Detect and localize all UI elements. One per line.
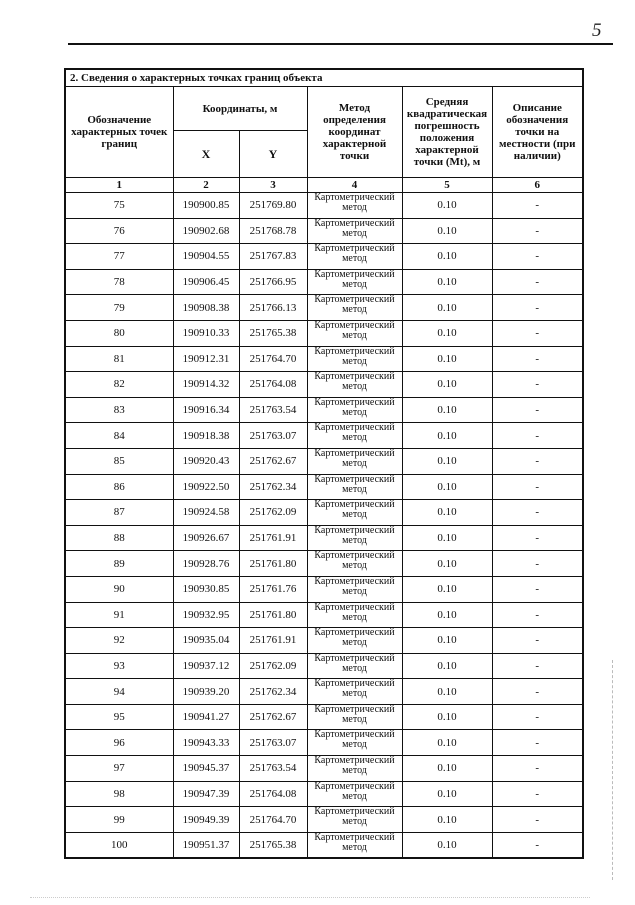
method-line-2: метод <box>342 688 367 700</box>
method-line-1: Картометрический <box>314 345 395 357</box>
method-line-1: Картометрический <box>314 473 395 485</box>
table-row <box>65 525 583 551</box>
method-line-1: Картометрический <box>314 627 395 639</box>
error-cell: 0.10 <box>402 500 492 526</box>
method-line-1: Картометрический <box>314 422 395 434</box>
error-cell: 0.10 <box>402 218 492 244</box>
x-coordinate-cell: 190935.04 <box>173 628 239 654</box>
x-coordinate-cell: 190922.50 <box>173 474 239 500</box>
method-cell <box>307 269 402 295</box>
point-cell: 78 <box>65 269 173 295</box>
point-cell: 91 <box>65 602 173 628</box>
point-cell: 80 <box>65 320 173 346</box>
point-cell: 93 <box>65 653 173 679</box>
point-cell: 84 <box>65 423 173 449</box>
x-coordinate-cell: 190941.27 <box>173 704 239 730</box>
method-cell <box>307 448 402 474</box>
description-cell: - <box>492 807 583 833</box>
method-line-2: метод <box>342 406 367 418</box>
error-cell: 0.10 <box>402 423 492 449</box>
error-cell: 0.10 <box>402 576 492 602</box>
error-cell: 0.10 <box>402 295 492 321</box>
x-coordinate-cell: 190951.37 <box>173 832 239 858</box>
point-cell: 95 <box>65 704 173 730</box>
method-cell <box>307 295 402 321</box>
method-cell <box>307 423 402 449</box>
point-cell: 77 <box>65 244 173 270</box>
table-row <box>65 500 583 526</box>
x-coordinate-cell: 190949.39 <box>173 807 239 833</box>
method-cell <box>307 832 402 858</box>
x-coordinate-cell: 190904.55 <box>173 244 239 270</box>
table-row <box>65 346 583 372</box>
point-cell: 96 <box>65 730 173 756</box>
method-cell <box>307 372 402 398</box>
method-line-1: Картометрический <box>314 678 395 690</box>
header-method: Метод определения координат характерной точки <box>307 87 402 178</box>
method-line-1: Картометрический <box>314 396 395 408</box>
header-x: X <box>173 131 239 178</box>
error-cell: 0.10 <box>402 832 492 858</box>
x-coordinate-cell: 190943.33 <box>173 730 239 756</box>
boundary-points-table <box>64 68 584 859</box>
method-line-2: метод <box>342 790 367 802</box>
point-cell: 81 <box>65 346 173 372</box>
method-line-1: Картометрический <box>314 806 395 818</box>
x-coordinate-cell: 190902.68 <box>173 218 239 244</box>
description-cell: - <box>492 474 583 500</box>
method-line-1: Картометрический <box>314 371 395 383</box>
method-cell <box>307 653 402 679</box>
table-row <box>65 781 583 807</box>
y-coordinate-cell: 251764.70 <box>239 807 307 833</box>
description-cell: - <box>492 193 583 219</box>
error-cell: 0.10 <box>402 320 492 346</box>
method-line-1: Картометрический <box>314 499 395 511</box>
point-cell: 97 <box>65 756 173 782</box>
description-cell: - <box>492 372 583 398</box>
y-coordinate-cell: 251769.80 <box>239 193 307 219</box>
table-row <box>65 756 583 782</box>
method-line-1: Картометрический <box>314 703 395 715</box>
method-line-2: метод <box>342 739 367 751</box>
description-cell: - <box>492 602 583 628</box>
column-number: 1 <box>65 178 173 193</box>
error-cell: 0.10 <box>402 781 492 807</box>
description-cell: - <box>492 704 583 730</box>
description-cell: - <box>492 295 583 321</box>
point-cell: 94 <box>65 679 173 705</box>
method-line-1: Картометрический <box>314 192 395 203</box>
y-coordinate-cell: 251762.09 <box>239 653 307 679</box>
method-cell <box>307 320 402 346</box>
error-cell: 0.10 <box>402 704 492 730</box>
column-number: 4 <box>307 178 402 193</box>
method-line-2: метод <box>342 253 367 265</box>
method-line-2: метод <box>342 457 367 469</box>
section-title: 2. Сведения о характерных точках границ объекта <box>65 69 583 87</box>
description-cell: - <box>492 756 583 782</box>
x-coordinate-cell: 190918.38 <box>173 423 239 449</box>
point-cell: 88 <box>65 525 173 551</box>
table-row <box>65 244 583 270</box>
description-cell: - <box>492 832 583 858</box>
method-cell <box>307 397 402 423</box>
table-row <box>65 474 583 500</box>
table-row <box>65 193 583 219</box>
method-line-2: метод <box>342 304 367 316</box>
error-cell: 0.10 <box>402 602 492 628</box>
description-cell: - <box>492 628 583 654</box>
method-line-1: Картометрический <box>314 268 395 280</box>
error-cell: 0.10 <box>402 193 492 219</box>
x-coordinate-cell: 190928.76 <box>173 551 239 577</box>
method-line-2: метод <box>342 509 367 521</box>
table-row <box>65 730 583 756</box>
point-cell: 83 <box>65 397 173 423</box>
table-row <box>65 295 583 321</box>
description-cell: - <box>492 448 583 474</box>
method-line-2: метод <box>342 662 367 674</box>
point-cell: 75 <box>65 193 173 219</box>
method-cell <box>307 244 402 270</box>
table-row <box>65 423 583 449</box>
y-coordinate-cell: 251765.38 <box>239 320 307 346</box>
method-line-1: Картометрический <box>314 294 395 306</box>
y-coordinate-cell: 251762.34 <box>239 679 307 705</box>
method-line-1: Картометрический <box>314 729 395 741</box>
x-coordinate-cell: 190906.45 <box>173 269 239 295</box>
description-cell: - <box>492 320 583 346</box>
table-row <box>65 269 583 295</box>
method-line-2: метод <box>342 381 367 393</box>
x-coordinate-cell: 190945.37 <box>173 756 239 782</box>
description-cell: - <box>492 218 583 244</box>
scan-bottom-mark <box>30 897 590 900</box>
description-cell: - <box>492 653 583 679</box>
error-cell: 0.10 <box>402 244 492 270</box>
table-row <box>65 679 583 705</box>
x-coordinate-cell: 190937.12 <box>173 653 239 679</box>
error-cell: 0.10 <box>402 551 492 577</box>
y-coordinate-cell: 251763.07 <box>239 730 307 756</box>
method-line-2: метод <box>342 278 367 290</box>
column-number: 5 <box>402 178 492 193</box>
x-coordinate-cell: 190920.43 <box>173 448 239 474</box>
method-line-1: Картометрический <box>314 755 395 767</box>
method-cell <box>307 500 402 526</box>
description-cell: - <box>492 346 583 372</box>
table-row <box>65 372 583 398</box>
method-line-2: метод <box>342 585 367 597</box>
point-cell: 100 <box>65 832 173 858</box>
error-cell: 0.10 <box>402 397 492 423</box>
method-cell <box>307 576 402 602</box>
method-cell <box>307 730 402 756</box>
method-line-1: Картометрический <box>314 601 395 613</box>
method-line-2: метод <box>342 227 367 239</box>
method-line-1: Картометрический <box>314 319 395 331</box>
method-line-2: метод <box>342 534 367 546</box>
x-coordinate-cell: 190939.20 <box>173 679 239 705</box>
table-row <box>65 448 583 474</box>
error-cell: 0.10 <box>402 807 492 833</box>
y-coordinate-cell: 251762.34 <box>239 474 307 500</box>
y-coordinate-cell: 251764.08 <box>239 372 307 398</box>
y-coordinate-cell: 251763.07 <box>239 423 307 449</box>
description-cell: - <box>492 397 583 423</box>
table-row <box>65 218 583 244</box>
column-number: 6 <box>492 178 583 193</box>
method-cell <box>307 346 402 372</box>
description-cell: - <box>492 269 583 295</box>
x-coordinate-cell: 190900.85 <box>173 193 239 219</box>
header-rule <box>68 43 613 45</box>
method-line-2: метод <box>342 765 367 777</box>
point-cell: 99 <box>65 807 173 833</box>
table-row <box>65 397 583 423</box>
table-row <box>65 576 583 602</box>
method-line-2: метод <box>342 202 367 213</box>
table-row <box>65 602 583 628</box>
description-cell: - <box>492 551 583 577</box>
header-description: Описание обозначения точки на местности (при наличии) <box>492 87 583 178</box>
method-cell <box>307 704 402 730</box>
y-coordinate-cell: 251764.70 <box>239 346 307 372</box>
description-cell: - <box>492 730 583 756</box>
column-number: 2 <box>173 178 239 193</box>
y-coordinate-cell: 251761.76 <box>239 576 307 602</box>
method-line-2: метод <box>342 637 367 649</box>
column-number: 3 <box>239 178 307 193</box>
table-row <box>65 653 583 679</box>
error-cell: 0.10 <box>402 628 492 654</box>
error-cell: 0.10 <box>402 474 492 500</box>
error-cell: 0.10 <box>402 730 492 756</box>
method-line-1: Картометрический <box>314 652 395 664</box>
method-line-2: метод <box>342 713 367 725</box>
description-cell: - <box>492 500 583 526</box>
method-cell <box>307 218 402 244</box>
method-line-2: метод <box>342 560 367 572</box>
header-y: Y <box>239 131 307 178</box>
header-coordinates: Координаты, м <box>173 87 307 131</box>
y-coordinate-cell: 251767.83 <box>239 244 307 270</box>
description-cell: - <box>492 423 583 449</box>
page-number: 5 <box>592 20 602 41</box>
method-line-2: метод <box>342 329 367 341</box>
point-cell: 85 <box>65 448 173 474</box>
error-cell: 0.10 <box>402 346 492 372</box>
method-cell <box>307 679 402 705</box>
table-row <box>65 807 583 833</box>
x-coordinate-cell: 190916.34 <box>173 397 239 423</box>
error-cell: 0.10 <box>402 448 492 474</box>
x-coordinate-cell: 190910.33 <box>173 320 239 346</box>
method-cell <box>307 525 402 551</box>
table-row <box>65 832 583 858</box>
point-cell: 89 <box>65 551 173 577</box>
x-coordinate-cell: 190930.85 <box>173 576 239 602</box>
y-coordinate-cell: 251765.38 <box>239 832 307 858</box>
point-cell: 98 <box>65 781 173 807</box>
method-line-1: Картометрический <box>314 780 395 792</box>
method-cell <box>307 602 402 628</box>
method-line-2: метод <box>342 432 367 444</box>
table-row <box>65 551 583 577</box>
point-cell: 90 <box>65 576 173 602</box>
point-cell: 87 <box>65 500 173 526</box>
y-coordinate-cell: 251763.54 <box>239 397 307 423</box>
y-coordinate-cell: 251761.91 <box>239 525 307 551</box>
y-coordinate-cell: 251766.13 <box>239 295 307 321</box>
method-line-1: Картометрический <box>314 447 395 459</box>
method-line-1: Картометрический <box>314 243 395 255</box>
description-cell: - <box>492 576 583 602</box>
y-coordinate-cell: 251766.95 <box>239 269 307 295</box>
x-coordinate-cell: 190912.31 <box>173 346 239 372</box>
error-cell: 0.10 <box>402 372 492 398</box>
method-cell <box>307 756 402 782</box>
method-line-2: метод <box>342 611 367 623</box>
method-line-1: Картометрический <box>314 575 395 587</box>
x-coordinate-cell: 190914.32 <box>173 372 239 398</box>
y-coordinate-cell: 251761.80 <box>239 551 307 577</box>
y-coordinate-cell: 251768.78 <box>239 218 307 244</box>
error-cell: 0.10 <box>402 756 492 782</box>
method-cell <box>307 474 402 500</box>
method-cell <box>307 628 402 654</box>
y-coordinate-cell: 251761.91 <box>239 628 307 654</box>
x-coordinate-cell: 190926.67 <box>173 525 239 551</box>
method-cell <box>307 551 402 577</box>
method-line-2: метод <box>342 483 367 495</box>
method-line-1: Картометрический <box>314 524 395 536</box>
point-cell: 86 <box>65 474 173 500</box>
method-line-1: Картометрический <box>314 831 395 843</box>
method-line-2: метод <box>342 841 367 853</box>
method-cell <box>307 781 402 807</box>
y-coordinate-cell: 251762.09 <box>239 500 307 526</box>
x-coordinate-cell: 190932.95 <box>173 602 239 628</box>
method-line-2: метод <box>342 816 367 828</box>
y-coordinate-cell: 251761.80 <box>239 602 307 628</box>
error-cell: 0.10 <box>402 653 492 679</box>
table-row <box>65 320 583 346</box>
point-cell: 79 <box>65 295 173 321</box>
method-line-1: Картометрический <box>314 550 395 562</box>
x-coordinate-cell: 190908.38 <box>173 295 239 321</box>
column-number-row <box>65 178 583 193</box>
method-line-2: метод <box>342 355 367 367</box>
description-cell: - <box>492 781 583 807</box>
header-point-designation: Обозначение характерных точек границ <box>65 87 173 178</box>
table-row <box>65 704 583 730</box>
x-coordinate-cell: 190924.58 <box>173 500 239 526</box>
x-coordinate-cell: 190947.39 <box>173 781 239 807</box>
point-cell: 76 <box>65 218 173 244</box>
point-cell: 82 <box>65 372 173 398</box>
y-coordinate-cell: 251764.08 <box>239 781 307 807</box>
error-cell: 0.10 <box>402 269 492 295</box>
description-cell: - <box>492 525 583 551</box>
description-cell: - <box>492 244 583 270</box>
y-coordinate-cell: 251762.67 <box>239 704 307 730</box>
scan-edge-mark <box>612 660 614 880</box>
header-error: Средняя квадратическая погрешность положения характерной точки (Mt), м <box>402 87 492 178</box>
point-cell: 92 <box>65 628 173 654</box>
y-coordinate-cell: 251763.54 <box>239 756 307 782</box>
y-coordinate-cell: 251762.67 <box>239 448 307 474</box>
error-cell: 0.10 <box>402 525 492 551</box>
method-cell <box>307 193 402 219</box>
description-cell: - <box>492 679 583 705</box>
error-cell: 0.10 <box>402 679 492 705</box>
method-line-1: Картометрический <box>314 217 395 229</box>
table-row <box>65 628 583 654</box>
method-cell <box>307 807 402 833</box>
